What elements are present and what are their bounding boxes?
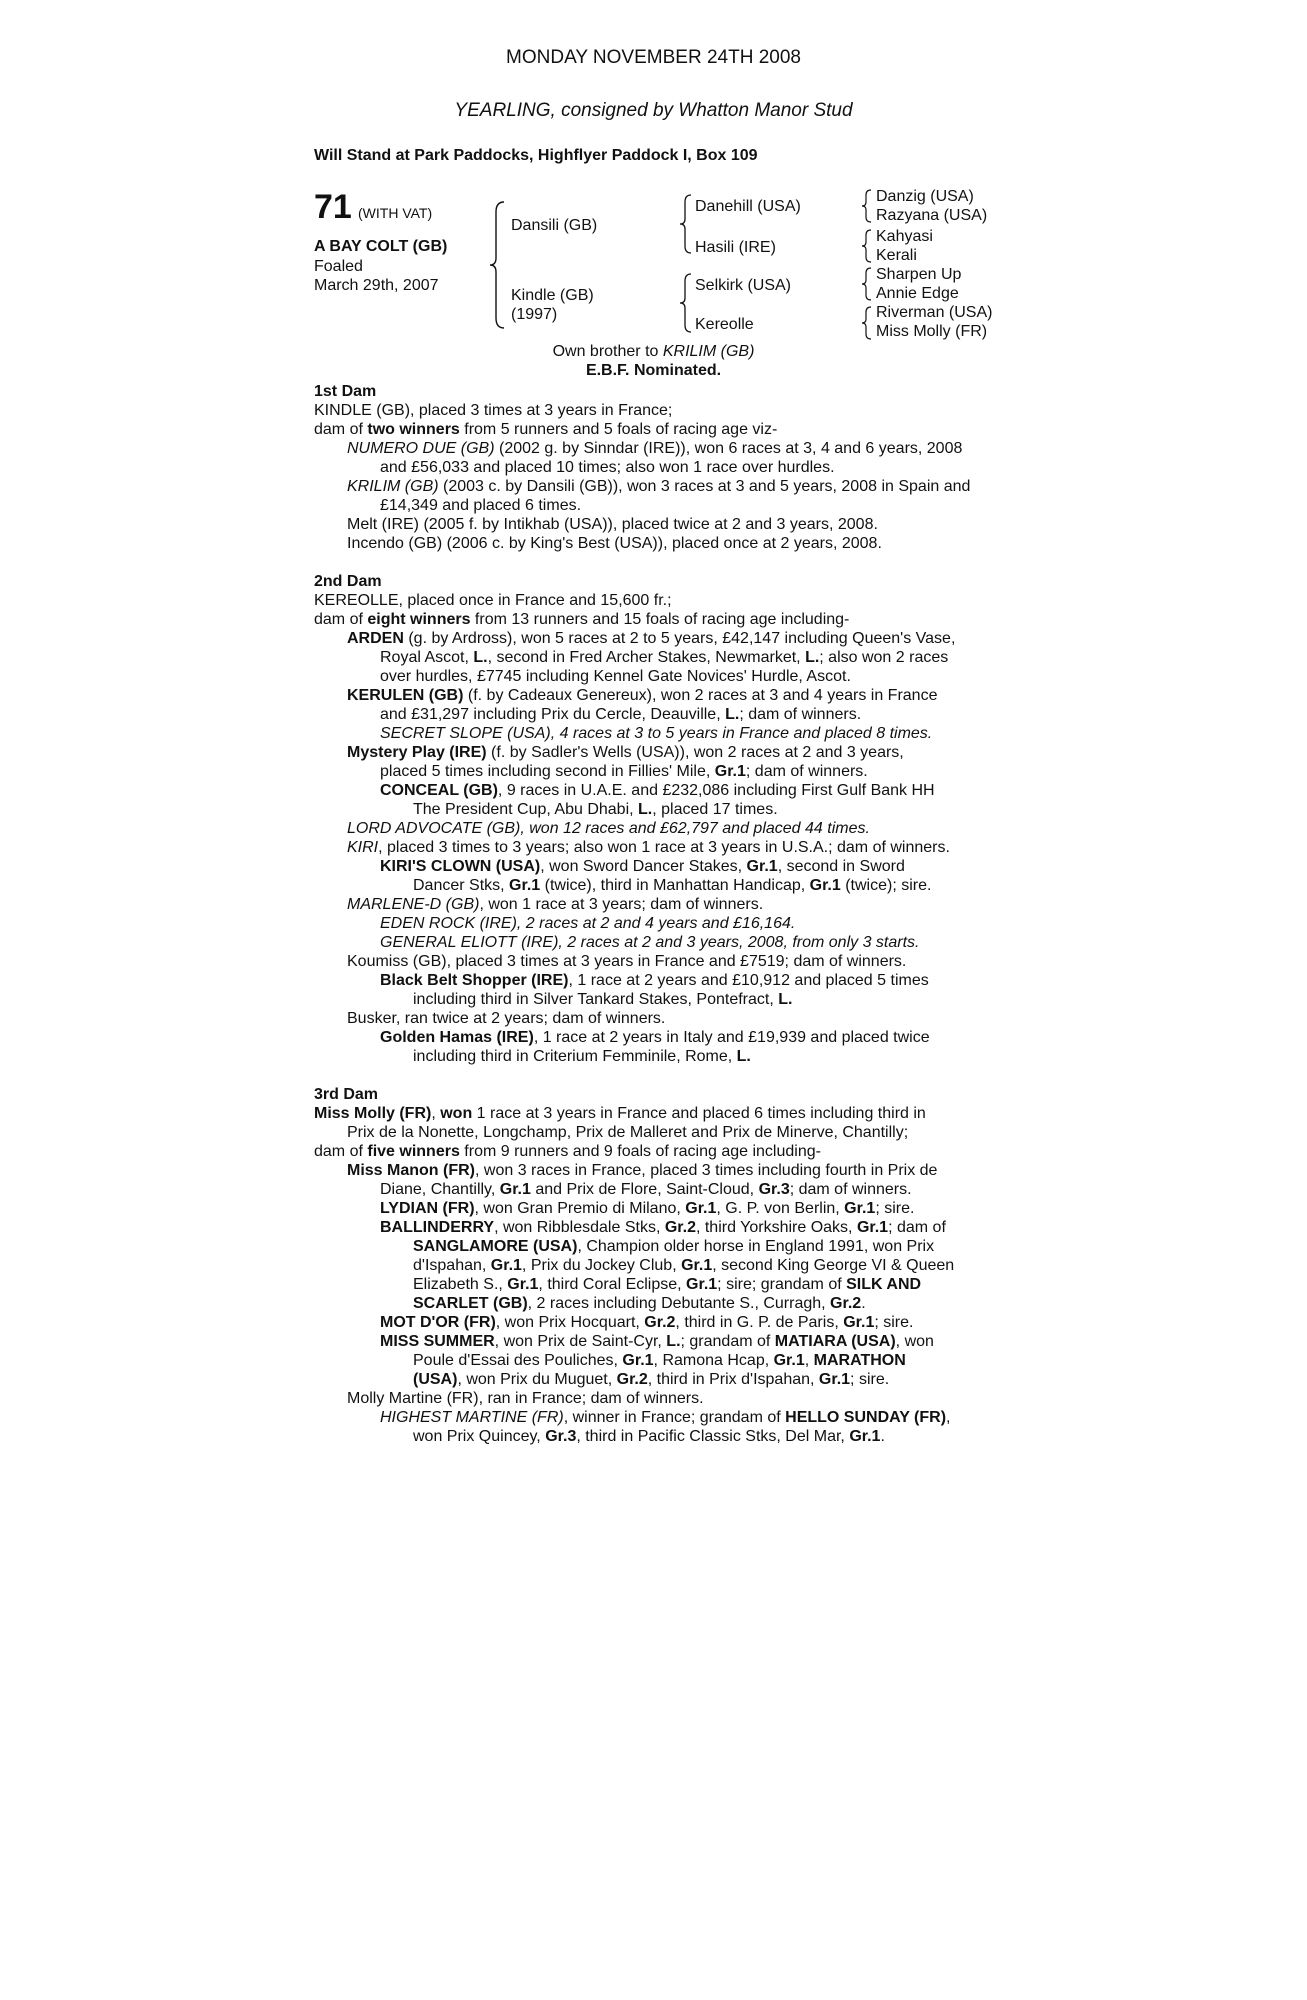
pedigree-brace-g4: [860, 305, 874, 341]
produce-line: Black Belt Shopper (IRE), 1 race at 2 years and £10,912 and placed 5 times: [380, 972, 929, 989]
second-dam-section: [314, 572, 994, 1066]
pedigree-sire-dam: Hasili (IRE): [695, 239, 776, 256]
produce-line: £14,349 and placed 6 times.: [380, 497, 582, 514]
produce-line: Mystery Play (IRE) (f. by Sadler's Wells (USA)), won 2 races at 2 and 3 years,: [347, 744, 904, 761]
produce-line: Dancer Stks, Gr.1 (twice), third in Manhattan Handicap, Gr.1 (twice); sire.: [413, 877, 932, 894]
pedigree-sire-sire: Danehill (USA): [695, 198, 801, 215]
dam-line: dam of two winners from 5 runners and 5 foals of racing age viz-: [314, 421, 778, 438]
produce-line: Busker, ran twice at 2 years; dam of winners.: [347, 1010, 666, 1027]
produce-line: Molly Martine (FR), ran in France; dam of winners.: [347, 1390, 704, 1407]
vat-note: (WITH VAT): [358, 205, 433, 221]
stand-location: Will Stand at Park Paddocks, Highflyer Paddock I, Box 109: [314, 147, 758, 164]
produce-line: KIRI, placed 3 times to 3 years; also won 1 race at 3 years in U.S.A.; dam of winners.: [347, 839, 950, 856]
produce-line: HIGHEST MARTINE (FR), winner in France; grandam of HELLO SUNDAY (FR),: [380, 1409, 951, 1426]
produce-line: and £56,033 and placed 10 times; also won 1 race over hurdles.: [380, 459, 835, 476]
section-heading: 1st Dam: [314, 383, 377, 400]
pedigree-dam-dam: Kereolle: [695, 316, 754, 333]
section-heading: 3rd Dam: [314, 1086, 379, 1103]
produce-line: Melt (IRE) (2005 f. by Intikhab (USA)), placed twice at 2 and 3 years, 2008.: [347, 516, 878, 533]
produce-line: SECRET SLOPE (USA), 4 races at 3 to 5 years in France and placed 8 times.: [380, 725, 933, 742]
produce-line: LORD ADVOCATE (GB), won 12 races and £62,797 and placed 44 times.: [347, 820, 870, 837]
produce-line: The President Cup, Abu Dhabi, L., placed 17 times.: [413, 801, 778, 818]
pedigree-g3-3: Kahyasi: [876, 228, 933, 245]
pedigree-brace-sire-dam: [488, 200, 508, 330]
produce-line: Incendo (GB) (2006 c. by King's Best (USA)), placed once at 2 years, 2008.: [347, 535, 882, 552]
produce-line: SANGLAMORE (USA), Champion older horse in England 1991, won Prix: [413, 1238, 935, 1255]
pedigree-g3-6: Annie Edge: [876, 285, 959, 302]
dam-line: dam of five winners from 9 runners and 9 foals of racing age including-: [314, 1143, 821, 1160]
foaled-date: March 29th, 2007: [314, 277, 439, 294]
pedigree-sire: Dansili (GB): [511, 217, 598, 234]
pedigree-brace-g3: [860, 266, 874, 302]
dam-line: Prix de la Nonette, Longchamp, Prix de Malleret and Prix de Minerve, Chantilly;: [347, 1124, 909, 1141]
produce-line: MOT D'OR (FR), won Prix Hocquart, Gr.2, third in G. P. de Paris, Gr.1; sire.: [380, 1314, 914, 1331]
produce-line: SCARLET (GB), 2 races including Debutante S., Curragh, Gr.2.: [413, 1295, 866, 1312]
produce-line: Royal Ascot, L., second in Fred Archer Stakes, Newmarket, L.; also won 2 races: [380, 649, 949, 666]
pedigree-brace-dam: [678, 272, 694, 334]
produce-line: Koumiss (GB), placed 3 times at 3 years in France and £7519; dam of winners.: [347, 953, 907, 970]
produce-line: d'Ispahan, Gr.1, Prix du Jockey Club, Gr.1, second King George VI & Queen: [413, 1257, 955, 1274]
produce-line: EDEN ROCK (IRE), 2 races at 2 and 4 years and £16,164.: [380, 915, 796, 932]
section-heading: 2nd Dam: [314, 573, 382, 590]
produce-line: Diane, Chantilly, Gr.1 and Prix de Flore, Saint-Cloud, Gr.3; dam of winners.: [380, 1181, 912, 1198]
dam-line: KINDLE (GB), placed 3 times at 3 years in France;: [314, 402, 673, 419]
produce-line: GENERAL ELIOTT (IRE), 2 races at 2 and 3 years, 2008, from only 3 starts.: [380, 934, 920, 951]
pedigree-dam-year: (1997): [511, 306, 558, 323]
foaled-label: Foaled: [314, 258, 363, 275]
produce-line: won Prix Quincey, Gr.3, third in Pacific Classic Stks, Del Mar, Gr.1.: [413, 1428, 885, 1445]
ebf-note: E.B.F. Nominated.: [585, 362, 722, 379]
produce-line: KERULEN (GB) (f. by Cadeaux Genereux), won 2 races at 3 and 4 years in France: [347, 687, 938, 704]
produce-line: KIRI'S CLOWN (USA), won Sword Dancer Stakes, Gr.1, second in Sword: [380, 858, 905, 875]
produce-line: MARLENE-D (GB), won 1 race at 3 years; dam of winners.: [347, 896, 764, 913]
produce-line: MISS SUMMER, won Prix de Saint-Cyr, L.; grandam of MATIARA (USA), won: [380, 1333, 934, 1350]
produce-line: Golden Hamas (IRE), 1 race at 2 years in Italy and £19,939 and placed twice: [380, 1029, 930, 1046]
pedigree-g3-8: Miss Molly (FR): [876, 323, 988, 340]
produce-line: BALLINDERRY, won Ribblesdale Stks, Gr.2, third Yorkshire Oaks, Gr.1; dam of: [380, 1219, 946, 1236]
produce-line: Miss Manon (FR), won 3 races in France, placed 3 times including fourth in Prix de: [347, 1162, 938, 1179]
first-dam-section: [314, 382, 994, 553]
produce-line: NUMERO DUE (GB) (2002 g. by Sinndar (IRE)), won 6 races at 3, 4 and 6 years, 2008: [347, 440, 963, 457]
pedigree-g3-7: Riverman (USA): [876, 304, 993, 321]
pedigree-dam-sire: Selkirk (USA): [695, 277, 792, 294]
own-brother-note: Own brother to KRILIM (GB): [552, 343, 755, 360]
produce-line: CONCEAL (GB), 9 races in U.A.E. and £232,086 including First Gulf Bank HH: [380, 782, 935, 799]
pedigree-g3-5: Sharpen Up: [876, 266, 962, 283]
produce-line: KRILIM (GB) (2003 c. by Dansili (GB)), won 3 races at 3 and 5 years, 2008 in Spain and: [347, 478, 971, 495]
pedigree-brace-g2: [860, 228, 874, 264]
produce-line: LYDIAN (FR), won Gran Premio di Milano, Gr.1, G. P. von Berlin, Gr.1; sire.: [380, 1200, 915, 1217]
dam-line: dam of eight winners from 13 runners and 15 foals of racing age including-: [314, 611, 850, 628]
third-dam-section: [314, 1085, 994, 1446]
lot-title: A BAY COLT (GB): [314, 238, 448, 255]
pedigree-g3-1: Danzig (USA): [876, 188, 974, 205]
pedigree-brace-sire: [678, 193, 694, 255]
dam-line: Miss Molly (FR), won 1 race at 3 years in France and placed 6 times including third in: [314, 1105, 926, 1122]
produce-line: including third in Silver Tankard Stakes, Pontefract, L.: [413, 991, 793, 1008]
sale-date: MONDAY NOVEMBER 24TH 2008: [506, 47, 801, 68]
produce-line: and £31,297 including Prix du Cercle, Deauville, L.; dam of winners.: [380, 706, 862, 723]
pedigree-brace-g1: [860, 188, 874, 224]
produce-line: placed 5 times including second in Fillies' Mile, Gr.1; dam of winners.: [380, 763, 868, 780]
consignor-line: YEARLING, consigned by Whatton Manor Stud: [454, 100, 853, 121]
produce-line: Poule d'Essai des Pouliches, Gr.1, Ramona Hcap, Gr.1, MARATHON: [413, 1352, 906, 1369]
pedigree-g3-2: Razyana (USA): [876, 207, 988, 224]
produce-line: over hurdles, £7745 including Kennel Gate Novices' Hurdle, Ascot.: [380, 668, 851, 685]
lot-number: 71: [314, 188, 352, 226]
pedigree-g3-4: Kerali: [876, 247, 917, 264]
produce-line: (USA), won Prix du Muguet, Gr.2, third in Prix d'Ispahan, Gr.1; sire.: [413, 1371, 890, 1388]
produce-line: ARDEN (g. by Ardross), won 5 races at 2 to 5 years, £42,147 including Queen's Vase,: [347, 630, 956, 647]
produce-line: including third in Criterium Femminile, Rome, L.: [413, 1048, 751, 1065]
produce-line: Elizabeth S., Gr.1, third Coral Eclipse, Gr.1; sire; grandam of SILK AND: [413, 1276, 922, 1293]
pedigree-dam: Kindle (GB): [511, 287, 594, 304]
dam-line: KEREOLLE, placed once in France and 15,600 fr.;: [314, 592, 672, 609]
